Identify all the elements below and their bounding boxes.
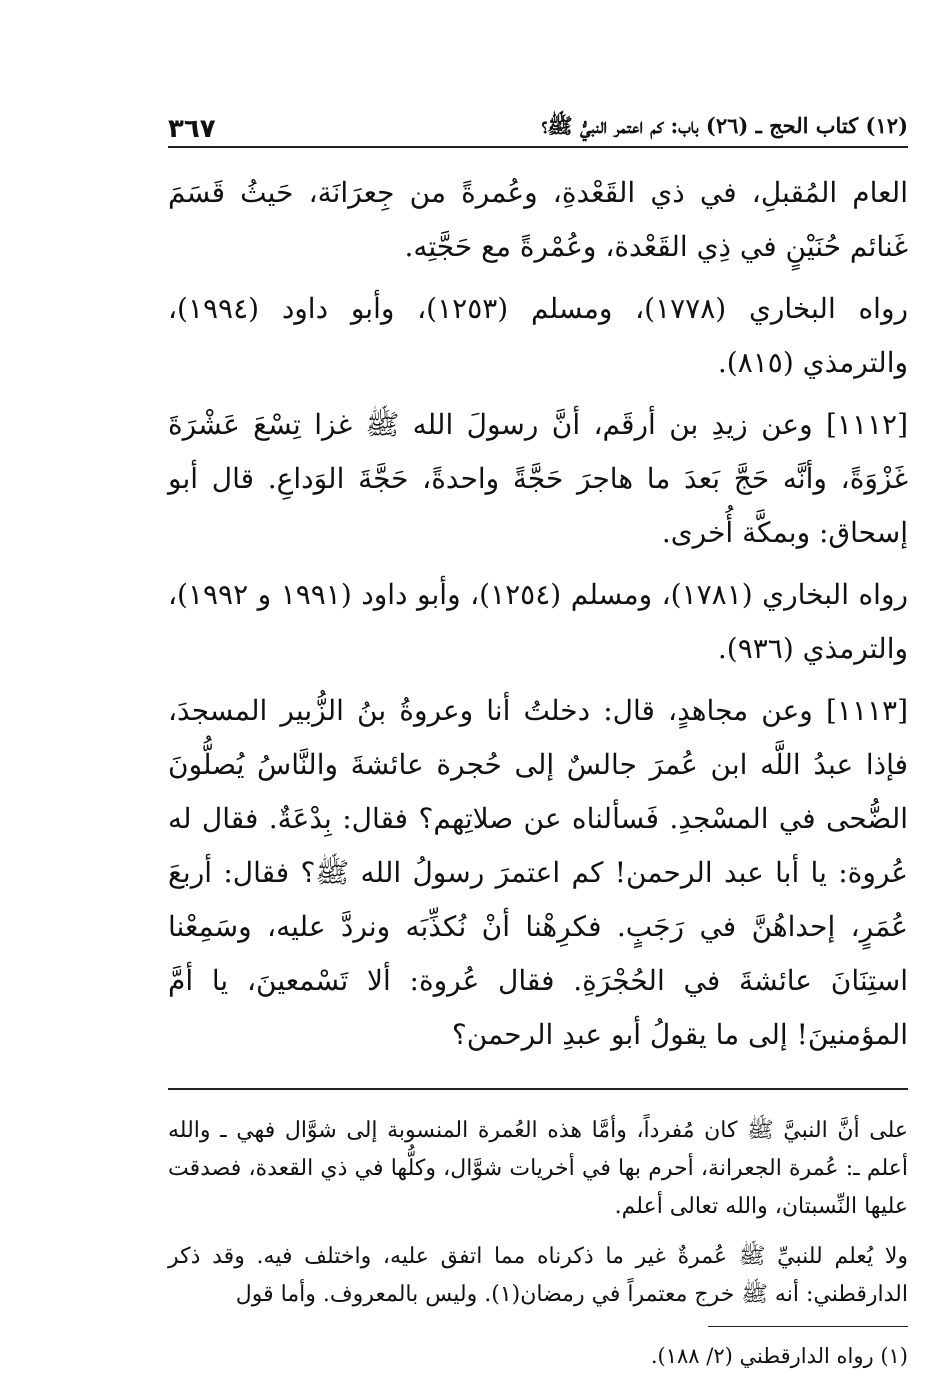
running-title: (١٢) كتاب الحج ـ (٢٦) باب: كم اعتمر النبيُّ ﷺ؟ [541,113,908,138]
page-number: ٣٦٧ [168,114,216,144]
commentary-divider [168,1088,908,1090]
citation: رواه البخاري (١٧٧٨)، ومسلم (١٢٥٣)، وأبو داود (١٩٩٤)، والترمذي (٨١٥). [168,292,908,379]
commentary-paragraph: ولا يُعلم للنبيِّ ﷺ عُمرةٌ غير ما ذكرناه مما اتفق عليه، واختلف فيه. وقد ذكر الدارقطني: أنه ﷺ خرج معتمراً في رمضان(١). وليس بالمعروف. وأما قول [168,1244,908,1307]
main-text [168,166,908,1062]
commentary-paragraph: على أنَّ النبيَّ ﷺ كان مُفرداً، وأمَّا هذه العُمرة المنسوبة إلى شوَّال فهي ـ والله أعلم ـ: عُمرة الجعرانة، أحرم بها في أخريات شوَّال، وكلُّها في ذي القعدة، فصدقت عليها النِّسبتان، والله تعالى أعلم. [168,1118,908,1219]
footnote: (١) رواه الدارقطني (٢/ ١٨٨). [650,1344,908,1368]
page [168,108,908,1373]
citation: رواه البخاري (١٧٨١)، ومسلم (١٢٥٤)، وأبو داود (١٩٩١ و ١٩٩٢)، والترمذي (٩٣٦). [168,578,908,665]
commentary [168,1112,908,1314]
footnote-divider [708,1326,908,1327]
hadith-1113: [١١١٣] وعن مجاهدٍ، قال: دخلتُ أنا وعروةُ بنُ الزُّبير المسجدَ، فإذا عبدُ اللَّه ابن عُمرَ جالسٌ إلى حُجرة عائشةَ والنَّاسُ يُصلُّونَ الضُّحى في المسْجدِ. فَسألناه عن صلاتِهم؟ فقال: بِدْعَةٌ. فقال له عُروة: يا أبا عبد الرحمن! كم اعتمرَ رسولُ الله ﷺ؟ فقال: أربعَ عُمَرٍ، إحداهُنَّ في رَجَبٍ. فكرِهْنا أنْ نُكذِّبَه ونردَّ عليه، وسَمِعْنا استِنَانَ عائشةَ في الحُجْرَةِ. فقال عُروة: ألا تَسْمعينَ، يا أمَّ المؤمنينَ! إلى ما يقولُ أبو عبدِ الرحمن؟ [168,694,908,1051]
hadith-1112: [١١١٢] وعن زيدِ بن أرقَم، أنَّ رسولَ الله ﷺ غزا تِسْعَ عَشْرَةَ غَزْوَةً، وأنَّه حَجَّ بَعدَ ما هاجرَ حَجَّةً واحدةً، حَجَّةَ الوَداعِ. قال أبو إسحاق: وبمكَّة أُخرى. [168,408,908,549]
running-header [168,108,908,148]
paragraph: العام المُقبلِ، في ذي القَعْدةِ، وعُمرةً من جِعرَانَة، حَيثُ قَسَمَ غَنائم حُنَيْنٍ في ذِي القَعْدة، وعُمْرةً مع حَجَّتِه. [168,176,908,263]
